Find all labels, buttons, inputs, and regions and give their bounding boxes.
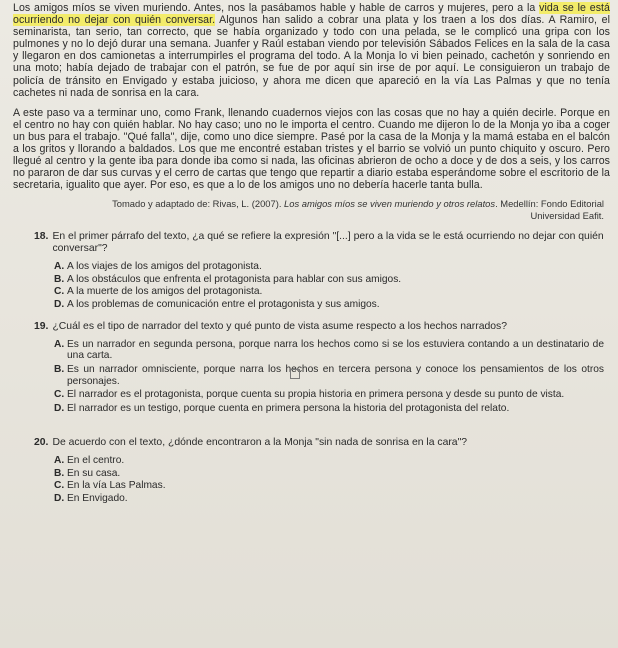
question-number: 18. <box>34 230 49 242</box>
option-letter: B. <box>54 273 65 285</box>
highlighted-phrase: vida se le está ocurriendo no dejar con quién conversar. <box>13 2 610 27</box>
option-letter: D. <box>54 403 65 415</box>
passage-paragraph-1 <box>13 2 610 99</box>
question-18 <box>34 231 604 311</box>
passage-paragraph-2: A este paso va a terminar uno, como Frank, llenando cuadernos viejos con las cosas que no hay a quién decirle. Porque en el centro no hay con quién hablar. No hay caso; uno no le importa el centro. Cuando me dijeron lo de la Monja yo iba a coger un bus para el trabajo. "Qué falla", dije, como uno dice siempre. Pasé por la casa de la Monja y la mamá estaba en el balcón a los gritos y llorando a baldados. Los que me encontré estaban tristes y el barrio se volvió un punto chiquito y oscuro. Pero llegué al centro y la gente iba para donde iba como si nada, las oficinas abrieron de ocho a doce y de dos a seis, y los carros no pararon de dar sus curvas y el cerro de cartas que tengo que repartir a diario estaba esperándome sobre el escritorio de la secretaria, igualito que ayer. Por eso, es que a lo de los amigos uno no debería hacerle tanta bulla. <box>13 106 610 192</box>
option-text: En el centro. <box>67 454 125 466</box>
answer-options <box>54 455 604 505</box>
option-text: Es un narrador omnisciente, porque narra los hechos en tercera persona y conoce los pensamientos de los otros personajes. <box>67 364 604 387</box>
option-text: A los problemas de comunicación entre el protagonista y sus amigos. <box>67 298 380 310</box>
answer-checkbox[interactable] <box>290 369 300 379</box>
question-stem <box>34 231 604 255</box>
option-c[interactable] <box>54 480 604 492</box>
source-suffix: . Medellín: Fondo Editorial <box>495 198 604 210</box>
option-text: Es un narrador en segunda persona, porque narra los hechos como si se los estuviera contando a un destinatario de una carta. <box>67 338 604 362</box>
option-letter: D. <box>54 492 65 504</box>
question-number: 19. <box>34 320 49 332</box>
answer-options <box>54 261 604 311</box>
question-text: De acuerdo con el texto, ¿dónde encontraron a la Monja "sin nada de sonrisa en la cara"? <box>52 436 468 448</box>
option-text: El narrador es un testigo, porque cuenta en primera persona la historia del protagonista del relato. <box>67 403 510 415</box>
option-letter: A. <box>54 454 65 466</box>
option-text: El narrador es el protagonista, porque cuenta su propia historia en primera persona y desde su punto de vista. <box>67 389 565 401</box>
option-d[interactable] <box>54 403 604 415</box>
option-b[interactable] <box>54 274 604 286</box>
option-letter: C. <box>54 480 65 492</box>
option-a[interactable] <box>54 261 604 273</box>
option-text: A los obstáculos que enfrenta el protagonista para hablar con sus amigos. <box>67 273 402 285</box>
option-letter: B. <box>54 467 65 479</box>
option-text: En la vía Las Palmas. <box>67 480 166 492</box>
question-stem <box>34 437 604 449</box>
option-b[interactable] <box>54 364 604 387</box>
option-text: En su casa. <box>67 467 121 479</box>
option-letter: B. <box>54 364 65 376</box>
question-text: ¿Cuál es el tipo de narrador del texto y qué punto de vista asume respecto a los hechos narrados? <box>52 320 508 332</box>
source-line2: Universidad Eafit. <box>530 209 604 221</box>
option-letter: C. <box>54 286 65 298</box>
source-title: Los amigos míos se viven muriendo y otros relatos <box>284 198 496 210</box>
option-text: A los viajes de los amigos del protagonista. <box>67 260 262 272</box>
passage-p1-rest: Algunos han salido a cobrar una plata y los traen a los dos días. A Ramiro, el seminarista, tan serio, tan correcto, que se había organizado y todo con una pelada, se le complicó una gripa con los pulmones y no lo dejó durar una semana. Juanfer y Raúl estaban viendo por televisión Sábados Felices en la sala de la casa y llegaron en dos camionetas a interrumpirles el programa del todo. A la Monja lo vi bien peinado, cachetón y sonriendo en una moto; había dejado de trabajar con el patrón, se fue de por aquí sin irse de por aquí. Le consiguieron un trabajo de policía de tránsito en Envigado y estaba juicioso, y ahora me dicen que apareció en la vía Las Palmas y que no tenía cachetes ni nada de sonrisa en la cara. <box>13 14 610 99</box>
source-prefix: Tomado y adaptado de: Rivas, L. (2007). <box>112 198 285 210</box>
option-text: A la muerte de los amigos del protagonista. <box>67 286 263 298</box>
option-letter: A. <box>54 260 65 272</box>
option-d[interactable] <box>54 493 604 505</box>
option-b[interactable] <box>54 468 604 480</box>
question-20 <box>34 437 604 505</box>
option-d[interactable] <box>54 299 604 311</box>
option-a[interactable] <box>54 455 604 467</box>
option-letter: A. <box>54 338 65 350</box>
passage-p1-line1: Los amigos míos se viven muriendo. Antes, nos la pasábamos hable y hable de carros y mujeres, pero a la <box>13 2 536 14</box>
option-text: En Envigado. <box>67 492 128 504</box>
question-19 <box>34 321 604 415</box>
question-list <box>34 231 604 505</box>
option-c[interactable] <box>54 286 604 298</box>
option-a[interactable] <box>54 339 604 362</box>
option-letter: C. <box>54 389 65 401</box>
source-citation <box>31 198 604 220</box>
option-c[interactable] <box>54 389 604 401</box>
answer-options <box>54 339 604 415</box>
question-number: 20. <box>34 436 49 448</box>
option-letter: D. <box>54 298 65 310</box>
question-stem <box>34 321 604 333</box>
question-text: En el primer párrafo del texto, ¿a qué se refiere la expresión "[...] pero a la vida se le está ocurriendo no dejar con quién conversar"? <box>52 230 604 254</box>
